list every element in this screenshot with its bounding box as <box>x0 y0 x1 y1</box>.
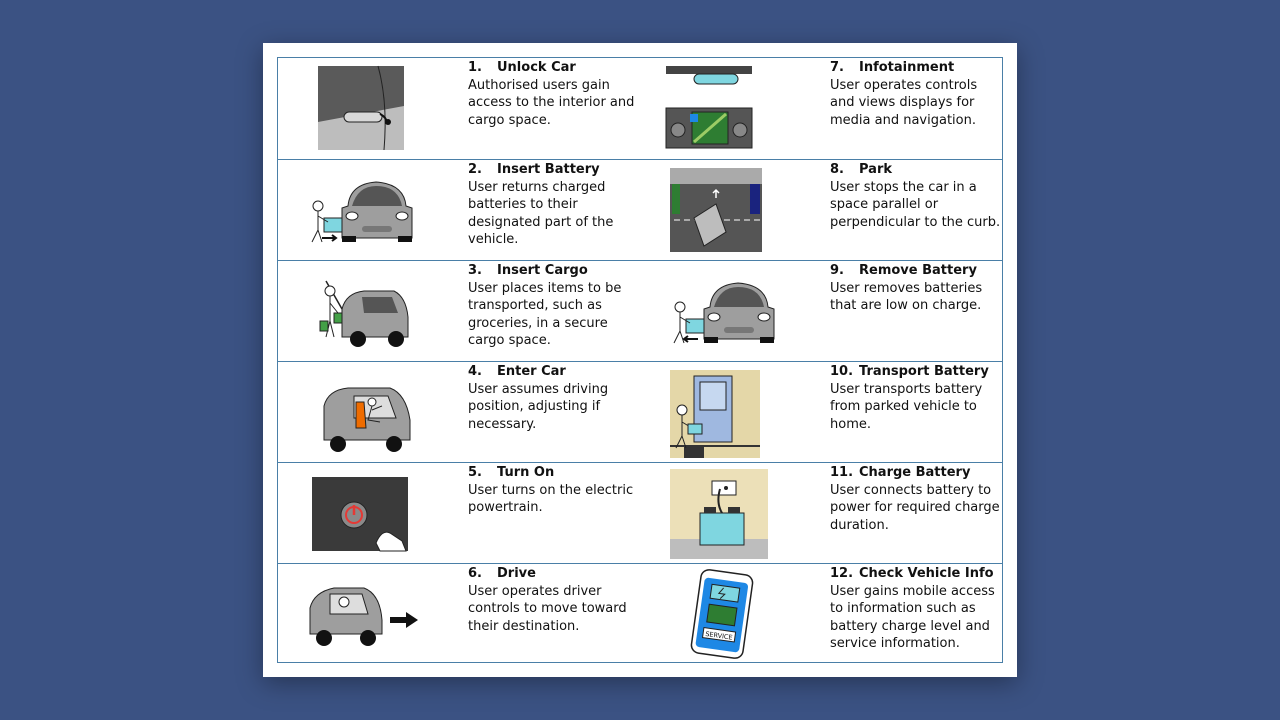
step-block <box>830 262 1005 315</box>
step-block <box>830 464 1005 534</box>
step-block <box>830 363 1005 433</box>
step-description: User connects battery to power for required charge duration. <box>830 482 1000 533</box>
step-title: 5. Turn On <box>468 465 555 480</box>
insert-cargo-icon <box>302 265 422 357</box>
remove-battery-icon <box>664 265 784 357</box>
step-description: User turns on the electric powertrain. <box>468 482 634 515</box>
step-title: 10. Transport Battery <box>830 364 989 379</box>
step-description: User operates driver controls to move toward their destination. <box>468 583 627 634</box>
slide <box>263 43 1017 677</box>
step-description: User places items to be transported, such as groceries, in a secure cargo space. <box>468 280 622 348</box>
transport-battery-icon <box>664 366 784 458</box>
step-title: 1. Unlock Car <box>468 60 576 75</box>
infotainment-dashboard-icon <box>664 62 784 154</box>
step-title: 2. Insert Battery <box>468 162 600 177</box>
step-title: 7. Infotainment <box>830 60 955 75</box>
step-title: 6. Drive <box>468 566 536 581</box>
step-title: 9. Remove Battery <box>830 263 977 278</box>
table-row <box>278 260 1002 361</box>
step-title: 4. Enter Car <box>468 364 566 379</box>
step-description: User stops the car in a space parallel or perpendicular to the curb. <box>830 179 1001 230</box>
step-block <box>468 59 643 129</box>
step-description: User assumes driving position, adjusting if necessary. <box>468 381 609 432</box>
power-button-icon <box>302 467 422 559</box>
use-case-table <box>277 57 1003 663</box>
step-description: Authorised users gain access to the interior and cargo space. <box>468 77 635 128</box>
table-row <box>278 159 1002 260</box>
table-row <box>278 462 1002 563</box>
parking-icon <box>664 164 784 256</box>
step-description: User transports battery from parked vehicle to home. <box>830 381 983 432</box>
step-description: User returns charged batteries to their designated part of the vehicle. <box>468 179 614 247</box>
step-description: User gains mobile access to information such as battery charge level and service information. <box>830 583 995 651</box>
step-block <box>830 161 1005 231</box>
table-row <box>278 58 1002 159</box>
step-title: 11. Charge Battery <box>830 465 971 480</box>
step-description: User operates controls and views displays for media and navigation. <box>830 77 978 128</box>
step-block <box>468 363 643 433</box>
enter-car-icon <box>302 366 422 458</box>
step-block <box>468 565 643 635</box>
step-block <box>830 565 1005 653</box>
step-block <box>468 161 643 249</box>
table-row <box>278 361 1002 462</box>
step-block <box>468 464 643 517</box>
step-title: 8. Park <box>830 162 893 177</box>
table-row <box>278 563 1002 664</box>
step-description: User removes batteries that are low on charge. <box>830 280 983 313</box>
mobile-phone-icon <box>664 568 784 660</box>
step-title: 3. Insert Cargo <box>468 263 588 278</box>
phone-screen-label: SERVICE <box>704 629 734 642</box>
charge-battery-icon <box>664 467 784 559</box>
car-door-handle-icon <box>302 62 422 154</box>
step-title: 12. Check Vehicle Info <box>830 566 994 581</box>
step-block <box>468 262 643 350</box>
step-block <box>830 59 1005 129</box>
drive-car-icon <box>302 568 422 660</box>
insert-battery-icon <box>302 164 422 256</box>
